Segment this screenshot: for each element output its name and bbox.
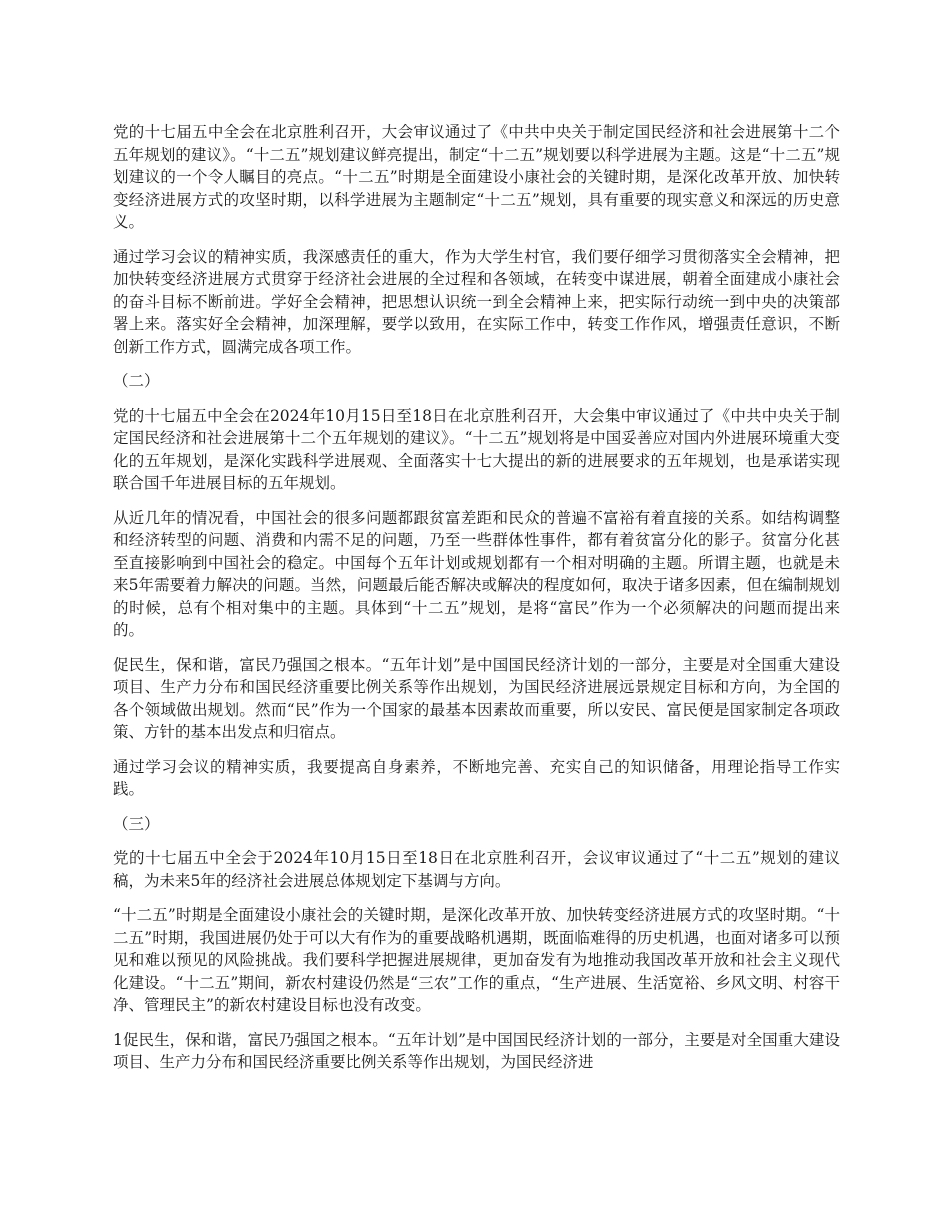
document-body <box>113 121 840 1086</box>
paragraph: 党的十七届五中全会在北京胜利召开，大会审议通过了《中共中央关于制定国民经济和社会进展第十二个五年规划的建议》。“十二五”规划建议鲜亮提出，制定“十二五”规划要以科学进展为主题。这是“十二五”规划建议的一个令人瞩目的亮点。“十二五”时期是全面建设小康社会的关键时期，是深化改革开放、加快转变经济进展方式的攻坚时期，以科学进展为主题制定“十二五”规划，具有重要的现实意义和深远的历史意义。 <box>113 123 840 231</box>
paragraph: 从近几年的情况看，中国社会的很多问题都跟贫富差距和民众的普遍不富裕有着直接的关系。如结构调整和经济转型的问题、消费和内需不足的问题，乃至一些群体性事件，都有着贫富分化的影子。贫富分化甚至直接影响到中国社会的稳定。中国每个五年计划或规划都有一个相对明确的主题。所谓主题，也就是未来5年需要着力解决的问题。当然，问题最后能否解决或解决的程度如何，取决于诸多因素，但在编制规划的时候，总有个相对集中的主题。具体到“十二五”规划，是将“富民”作为一个必须解决的问题而提出来的。 <box>113 508 840 639</box>
section-heading: （三） <box>113 814 160 833</box>
paragraph: 党的十七届五中全会在2024年10月15日至18日在北京胜利召开，大会集中审议通过了《中共中央关于制定国民经济和社会进展第十二个五年规划的建议》。“十二五”规划将是中国妥善应对国内外进展环境重大变化的五年规划，是深化实践科学进展观、全面落实十七大提出的新的进展要求的五年规划，也是承诺实现联合国千年进展目标的五年规划。 <box>113 406 840 492</box>
paragraph: 1促民生，保和谐，富民乃强国之根本。“五年计划”是中国国民经济计划的一部分，主要是对全国重大建设项目、生产力分布和国民经济重要比例关系等作出规划，为国民经济进 <box>113 1030 840 1071</box>
paragraph: 促民生，保和谐，富民乃强国之根本。“五年计划”是中国国民经济计划的一部分，主要是对全国重大建设项目、生产力分布和国民经济重要比例关系等作出规划，为国民经济进展远景规定目标和方向，为全国的各个领域做出规划。然而“民”作为一个国家的最基本因素故而重要，所以安民、富民便是国家制定各项政策、方针的基本出发点和归宿点。 <box>113 655 840 741</box>
paragraph: 通过学习会议的精神实质，我要提高自身素养，不断地完善、充实自己的知识储备，用理论指导工作实践。 <box>113 757 840 798</box>
paragraph: 通过学习会议的精神实质，我深感责任的重大，作为大学生村官，我们要仔细学习贯彻落实全会精神，把加快转变经济进展方式贯穿于经济社会进展的全过程和各领域，在转变中谋进展，朝着全面建成小康社会的奋斗目标不断前进。学好全会精神，把思想认识统一到全会精神上来，把实际行动统一到中央的决策部署上来。落实好全会精神，加深理解，要学以致用，在实际工作中，转变工作作风，增强责任意识，不断创新工作方式，圆满完成各项工作。 <box>113 247 840 356</box>
paragraph: 党的十七届五中全会于2024年10月15日至18日在北京胜利召开，会议审议通过了“十二五”规划的建议稿，为未来5年的经济社会进展总体规划定下基调与方向。 <box>113 849 840 890</box>
section-heading: （二） <box>113 372 160 390</box>
paragraph: “十二五”时期是全面建设小康社会的关键时期，是深化改革开放、加快转变经济进展方式的攻坚时期。“十二五”时期，我国进展仍处于可以大有作为的重要战略机遇期，既面临难得的历史机遇，也面对诸多可以预见和难以预见的风险挑战。我们要科学把握进展规律，更加奋发有为地推动我国改革开放和社会主义现代化建设。“十二五”期间，新农村建设仍然是“三农”工作的重点，“生产进展、生活宽裕、乡风文明、村容干净、管理民主”的新农村建设目标也没有改变。 <box>113 906 840 1014</box>
